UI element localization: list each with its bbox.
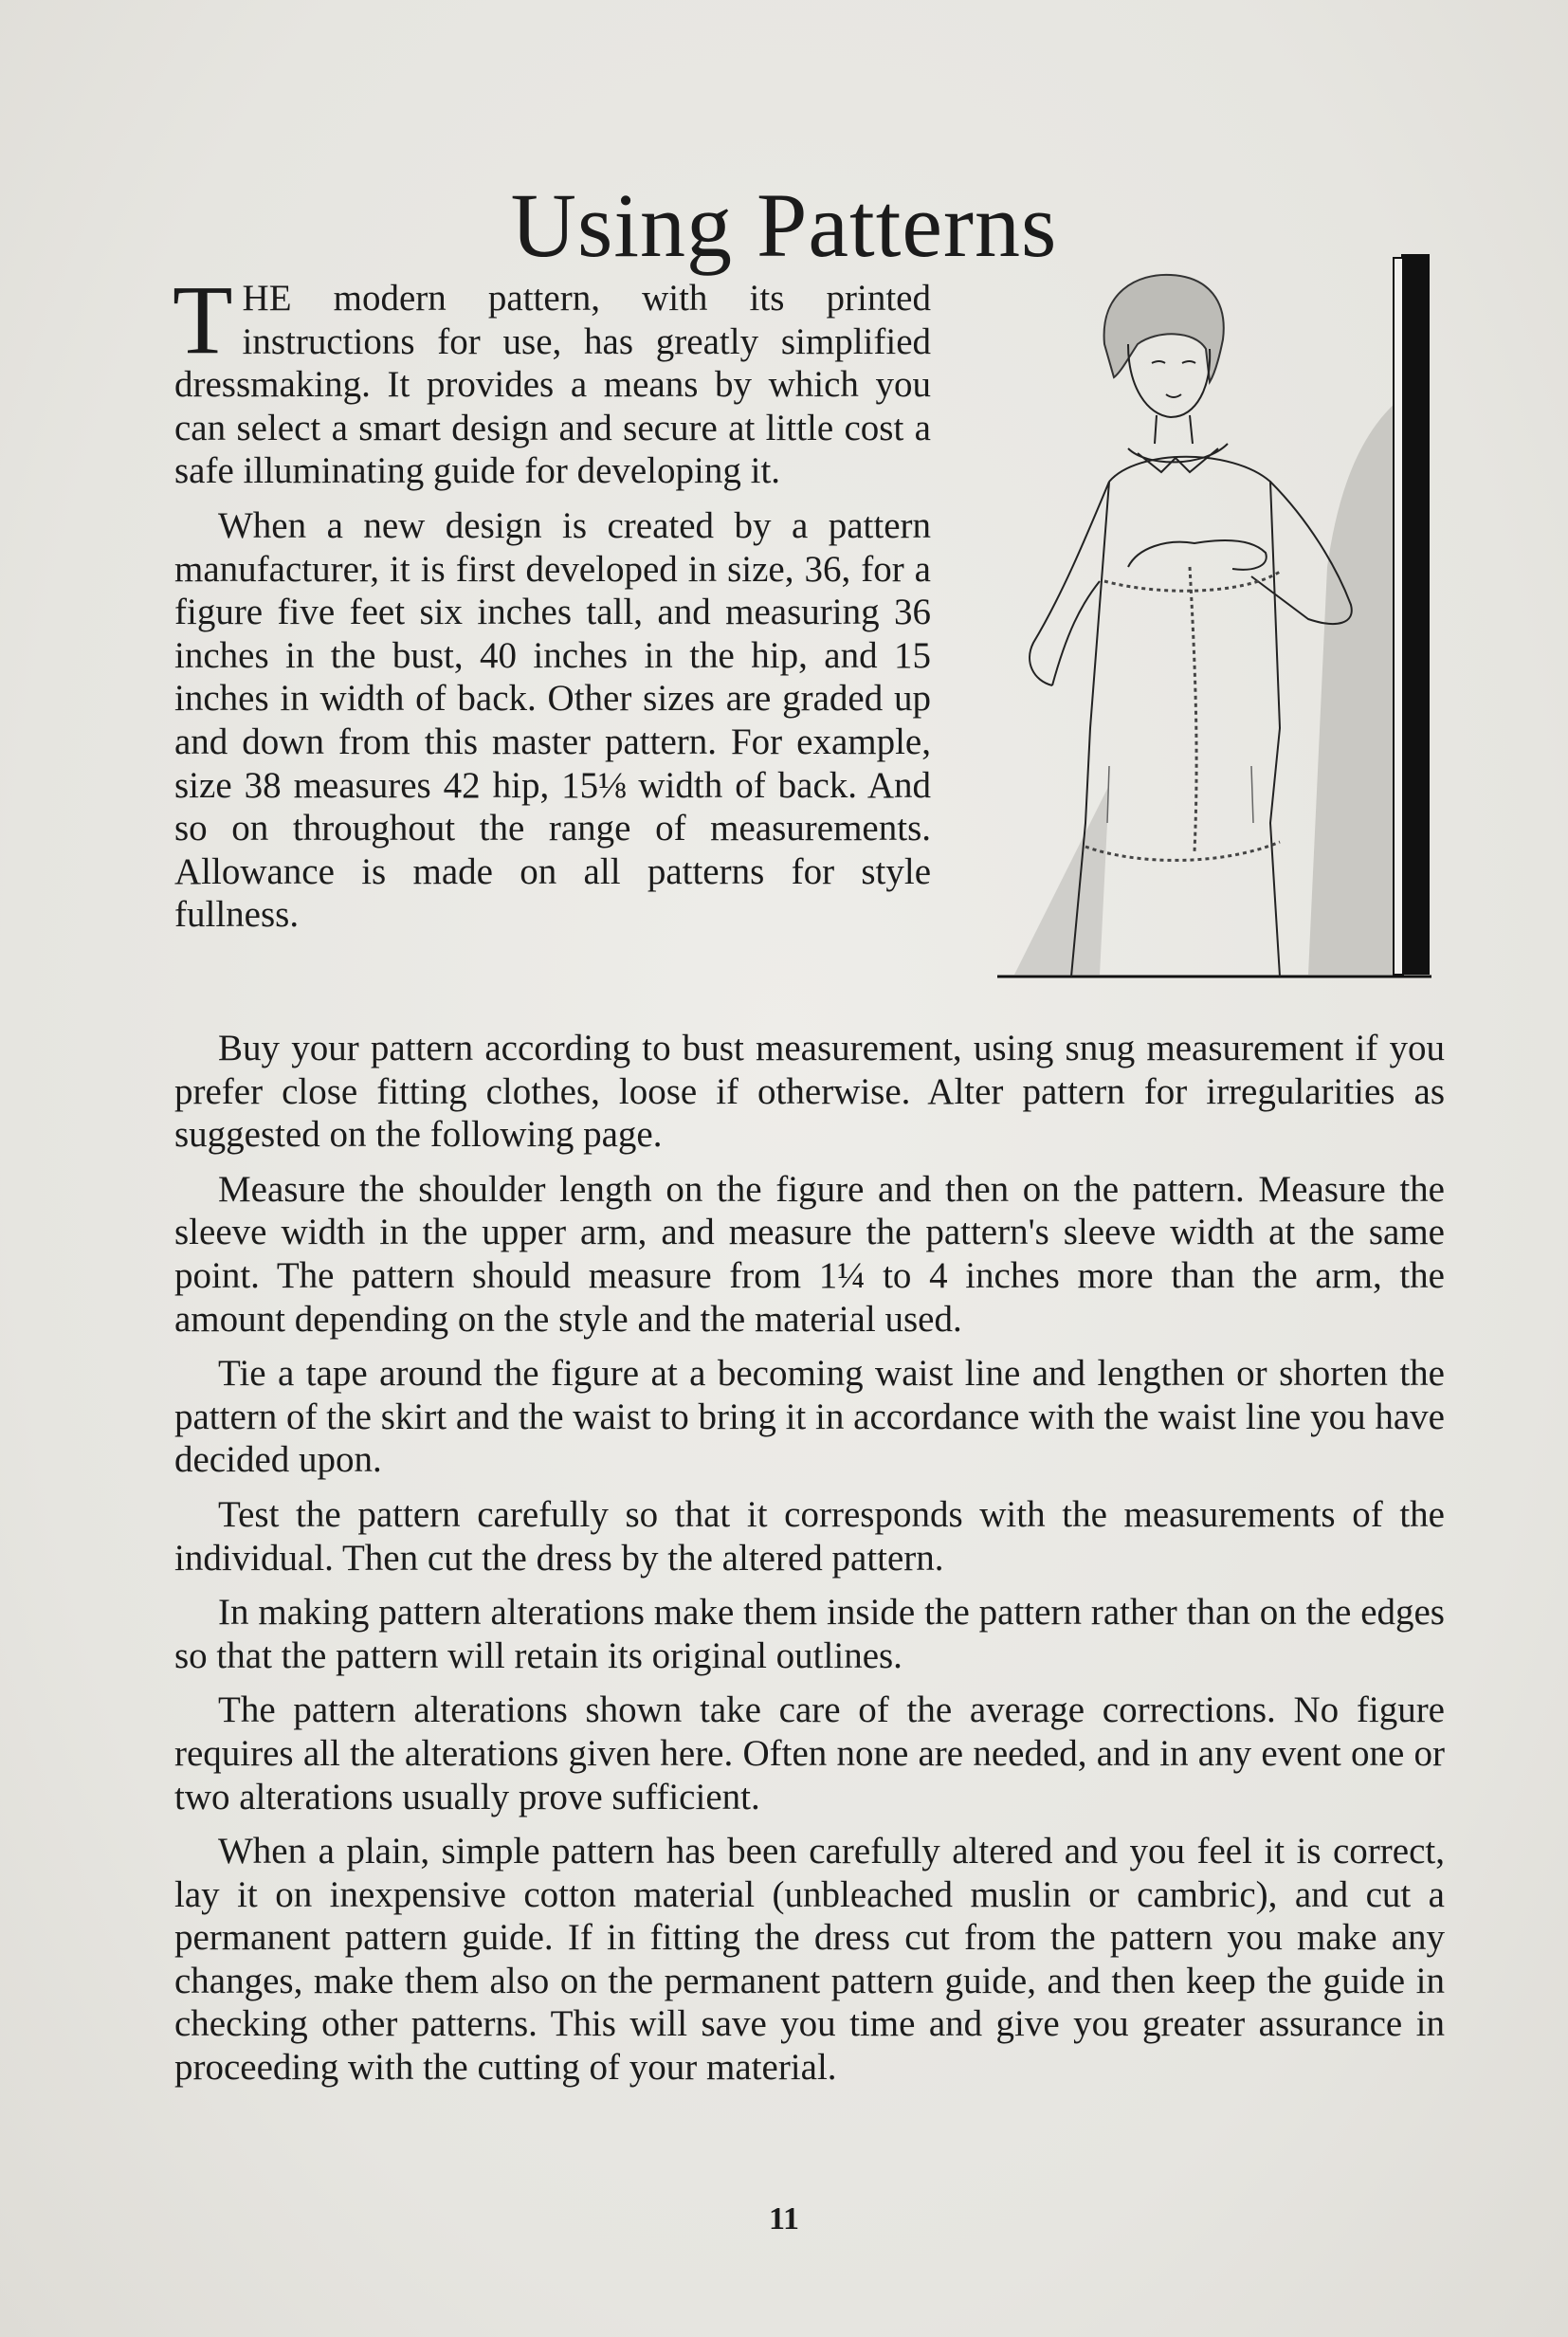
page-title: Using Patterns <box>510 174 1058 277</box>
intro-paragraph-2: When a new design is created by a pattern manufacturer, it is first developed in size, 36, for a figure five feet six inches tall, and measuring 36 inches in the bust, 40 inches in the hip, and 15 inches in width of back. Other sizes are graded up and down from this master pattern. For example, size 38 measures 42 hip, 15⅛ width of back. And so on throughout the range of measurements. Allowance is made on all patterns for style fullness. <box>174 504 931 936</box>
paragraph-2: Measure the shoulder length on the figure and then on the pattern. Measure the sleeve width in the upper arm, and measure the pattern's sleeve width at the same point. The pattern should measure from 1¼ to 4 inches more than the arm, the amount depending on the style and the material used. <box>174 1168 1445 1340</box>
bust-tape <box>1104 572 1280 591</box>
mirror-frame <box>1401 254 1430 975</box>
drop-cap: T <box>173 265 233 374</box>
paragraph-7: When a plain, simple pattern has been carefully altered and you feel it is correct, lay it on inexpensive cotton material (unbleached muslin or cambric), and cut a permanent pattern guide. If in fitting the dress cut from the pattern you make any changes, make them also on the permanent pattern guide, and then keep the guide in checking other patterns. This will save you time and give you greater assurance in proceeding with the cutting of your material. <box>174 1831 1445 2089</box>
woman-measuring-illustration <box>995 254 1441 984</box>
intro-text-column <box>173 265 931 948</box>
paragraph-4: Test the pattern carefully so that it corresponds with the measurements of the individual. Then cut the dress by the altered pattern. <box>174 1493 1445 1579</box>
hands <box>1128 540 1267 570</box>
face <box>1128 344 1210 417</box>
paragraph-3: Tie a tape around the figure at a becoming waist line and lengthen or shorten the pattern of the skirt and the waist to bring it in accordance with the waist line you have decided upon. <box>174 1353 1445 1481</box>
paragraph-1: Buy your pattern according to bust measurement, using snug measurement if you prefer close fitting clothes, loose if otherwise. Alter pattern for irregularities as suggested on the following page. <box>174 1028 1445 1156</box>
paragraph-5: In making pattern alterations make them inside the pattern rather than on the edges so that the pattern will retain its original outlines. <box>174 1592 1445 1676</box>
intro-paragraph-1 <box>173 265 931 493</box>
hair <box>1104 275 1224 382</box>
intro-paragraph-1-text: HE modern pattern, with its printed instructions for use, has greatly simplified dressmaking. It provides a means by which you can select a smart design and secure at little cost a safe illuminating guide for developing it. <box>174 278 931 492</box>
paragraph-6: The pattern alterations shown take care of the average corrections. No figure requires all the alterations given here. Often none are needed, and in any event one or two alterations usually prove sufficient. <box>174 1689 1445 1817</box>
main-text <box>174 1027 1445 2101</box>
vertical-tape <box>1190 567 1196 851</box>
page-number: 11 <box>768 2201 800 2237</box>
hip-tape <box>1085 842 1280 860</box>
